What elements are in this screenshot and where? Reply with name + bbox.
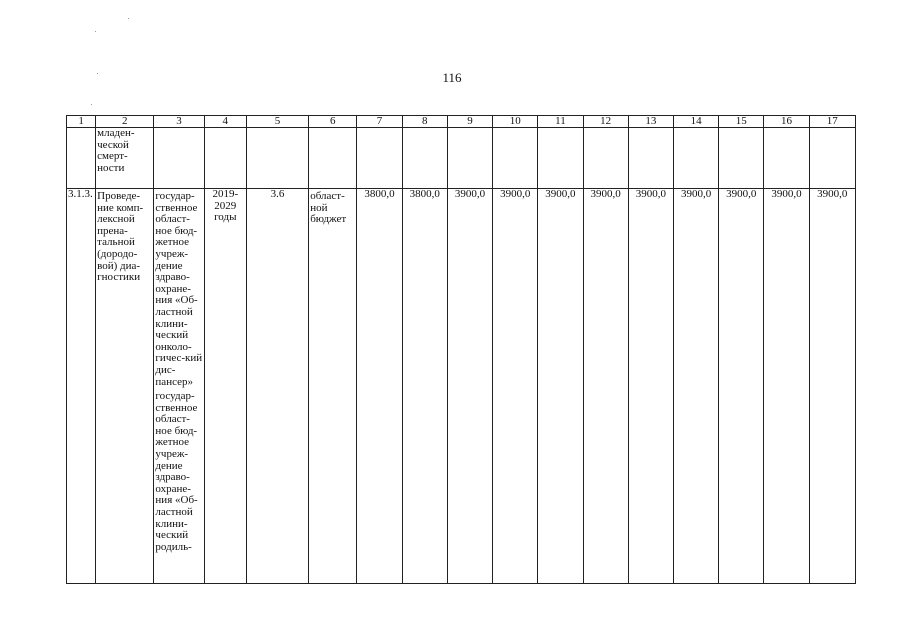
cell-empty [493,128,538,189]
executor-text: государ- ственное област- ное бюд- жетное учреж- дение здраво- охране- ния «Об- ластной клини- ческий онколо- гичес-кий дис- пансер» [155,190,203,388]
cell-measure-name: Проведе- ние комп- лексной прена- тальной (дородо- вой) диа- гностики [96,189,154,584]
header-cell: 3 [154,116,204,128]
header-cell: 11 [538,116,583,128]
header-cell: 5 [246,116,308,128]
cell-empty [357,128,402,189]
cell-indicator: 3.6 [246,189,308,584]
cell-empty [764,128,809,189]
cell-empty [673,128,718,189]
cell-value: 3900,0 [538,189,583,584]
header-cell: 2 [96,116,154,128]
header-cell: 12 [583,116,628,128]
cell-code: 3.1.3. [67,189,96,584]
cell-period: 2019- 2029 годы [204,189,246,584]
cell-empty [583,128,628,189]
cell-empty [809,128,855,189]
header-cell: 1 [67,116,96,128]
cell-measure-name: младен- ческой смерт- ности [96,128,154,189]
scan-speck [95,31,96,32]
cell-empty [246,128,308,189]
header-row [67,116,856,128]
cell-value: 3900,0 [583,189,628,584]
table-row [67,189,856,584]
cell-empty [204,128,246,189]
cell-empty [67,128,96,189]
cell-value: 3900,0 [447,189,492,584]
cell-empty [628,128,673,189]
cell-empty [309,128,357,189]
cell-value: 3900,0 [719,189,764,584]
header-cell: 16 [764,116,809,128]
cell-executors [154,189,204,584]
cell-value: 3800,0 [357,189,402,584]
header-cell: 8 [402,116,447,128]
header-cell: 7 [357,116,402,128]
header-cell: 4 [204,116,246,128]
header-cell: 6 [309,116,357,128]
header-cell: 14 [673,116,718,128]
program-table [66,115,856,584]
cell-funding-source: област- ной бюджет [309,189,357,584]
header-cell: 9 [447,116,492,128]
header-cell: 10 [493,116,538,128]
cell-empty [447,128,492,189]
cell-empty [538,128,583,189]
cell-empty [719,128,764,189]
scan-speck [128,18,129,19]
table-row-continued [67,128,856,189]
cell-value: 3900,0 [764,189,809,584]
cell-value: 3800,0 [402,189,447,584]
scan-speck [97,73,98,74]
cell-empty [154,128,204,189]
cell-value: 3900,0 [673,189,718,584]
executor-text: государ- ственное област- ное бюд- жетное учреж- дение здраво- охране- ния «Об- ластной клини- ческий родиль- [155,390,198,553]
header-cell: 15 [719,116,764,128]
cell-value: 3900,0 [628,189,673,584]
cell-value: 3900,0 [493,189,538,584]
page-number: 116 [442,70,462,85]
header-cell: 17 [809,116,855,128]
cell-value: 3900,0 [809,189,855,584]
scan-speck [91,104,92,105]
cell-empty [402,128,447,189]
header-cell: 13 [628,116,673,128]
